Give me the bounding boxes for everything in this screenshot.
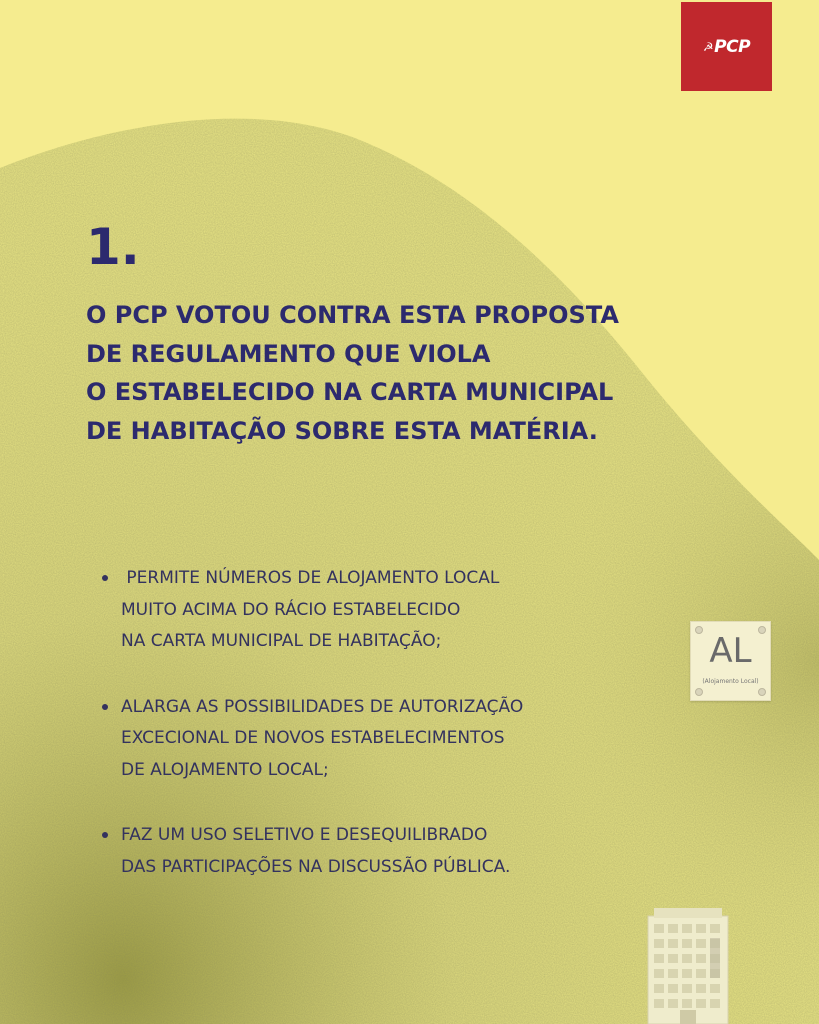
list-item	[102, 820, 523, 883]
screw-icon	[758, 688, 766, 696]
al-sign	[690, 621, 771, 701]
list-item-line: EXCECIONAL DE NOVOS ESTABELECIMENTOS	[121, 728, 505, 748]
headline-line: DE REGULAMENTO QUE VIOLA	[86, 339, 491, 368]
list-item-line: PERMITE NÚMEROS DE ALOJAMENTO LOCAL	[121, 568, 500, 588]
pcp-logo	[681, 2, 772, 91]
list-item-line: MUITO ACIMA DO RÁCIO ESTABELECIDO	[121, 599, 461, 620]
bullet-list	[102, 563, 523, 917]
list-item-line: DAS PARTICIPAÇÕES NA DISCUSSÃO PÚBLICA.	[121, 856, 511, 877]
headline	[86, 296, 619, 450]
bullet-icon	[102, 704, 108, 710]
logo-text: PCP	[714, 36, 751, 57]
list-item-line: FAZ UM USO SELETIVO E DESEQUILIBRADO	[121, 825, 488, 845]
list-item-line: DE ALOJAMENTO LOCAL;	[121, 759, 329, 780]
building-icon	[646, 908, 730, 1024]
list-item-line: ALARGA AS POSSIBILIDADES DE AUTORIZAÇÃO	[121, 696, 524, 717]
headline-line: DE HABITAÇÃO SOBRE ESTA MATÉRIA.	[86, 416, 598, 445]
al-sign-title: AL	[709, 631, 752, 671]
list-item-line: NA CARTA MUNICIPAL DE HABITAÇÃO;	[121, 631, 442, 651]
hammer-sickle-icon: ☭	[702, 39, 714, 54]
list-item	[102, 563, 523, 658]
al-sign-subtitle: (Alojamento Local)	[702, 678, 759, 685]
list-item	[102, 692, 523, 787]
headline-line: O ESTABELECIDO NA CARTA MUNICIPAL	[86, 378, 614, 406]
headline-line: O PCP VOTOU CONTRA ESTA PROPOSTA	[86, 301, 619, 329]
bullet-icon	[102, 575, 108, 581]
screw-icon	[758, 626, 766, 634]
section-number: 1.	[86, 218, 140, 276]
screw-icon	[695, 626, 703, 634]
bullet-icon	[102, 832, 108, 838]
screw-icon	[695, 688, 703, 696]
